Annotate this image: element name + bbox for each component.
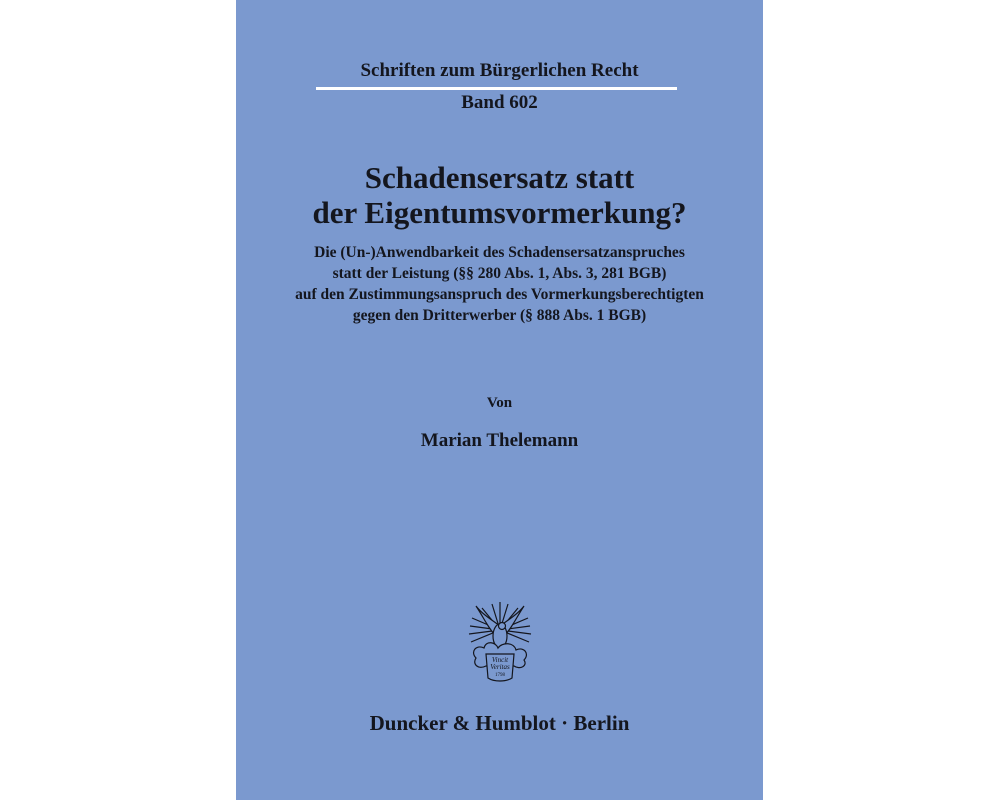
subtitle-line: auf den Zustimmungsanspruch des Vormerkungsberechtigten: [295, 286, 704, 303]
divider-rule: [316, 87, 677, 90]
title-line: der Eigentumsvormerkung?: [312, 195, 687, 230]
volume-number: Band 602: [461, 92, 538, 113]
book-subtitle: [236, 242, 763, 326]
series-title: Schriften zum Bürgerlichen Recht: [360, 60, 639, 81]
author-name: Marian Thelemann: [420, 430, 579, 451]
subtitle-line: Die (Un-)Anwendbarkeit des Schadensersatzanspruches: [314, 244, 685, 261]
eagle-emblem-icon: [462, 600, 538, 684]
subtitle-line: statt der Leistung (§§ 280 Abs. 1, Abs. 3, 281 BGB): [332, 265, 667, 282]
book-cover: [236, 0, 763, 800]
by-label: Von: [486, 395, 513, 411]
svg-text:Vincit: Vincit: [491, 656, 509, 664]
title-line: Schadensersatz statt: [364, 160, 635, 195]
svg-text:1798: 1798: [495, 673, 505, 678]
subtitle-line: gegen den Dritterwerber (§ 888 Abs. 1 BGB): [352, 307, 647, 324]
publisher-name: Duncker & Humblot · Berlin: [369, 711, 630, 735]
book-title: [236, 160, 763, 230]
svg-text:Veritas: Veritas: [490, 663, 510, 671]
